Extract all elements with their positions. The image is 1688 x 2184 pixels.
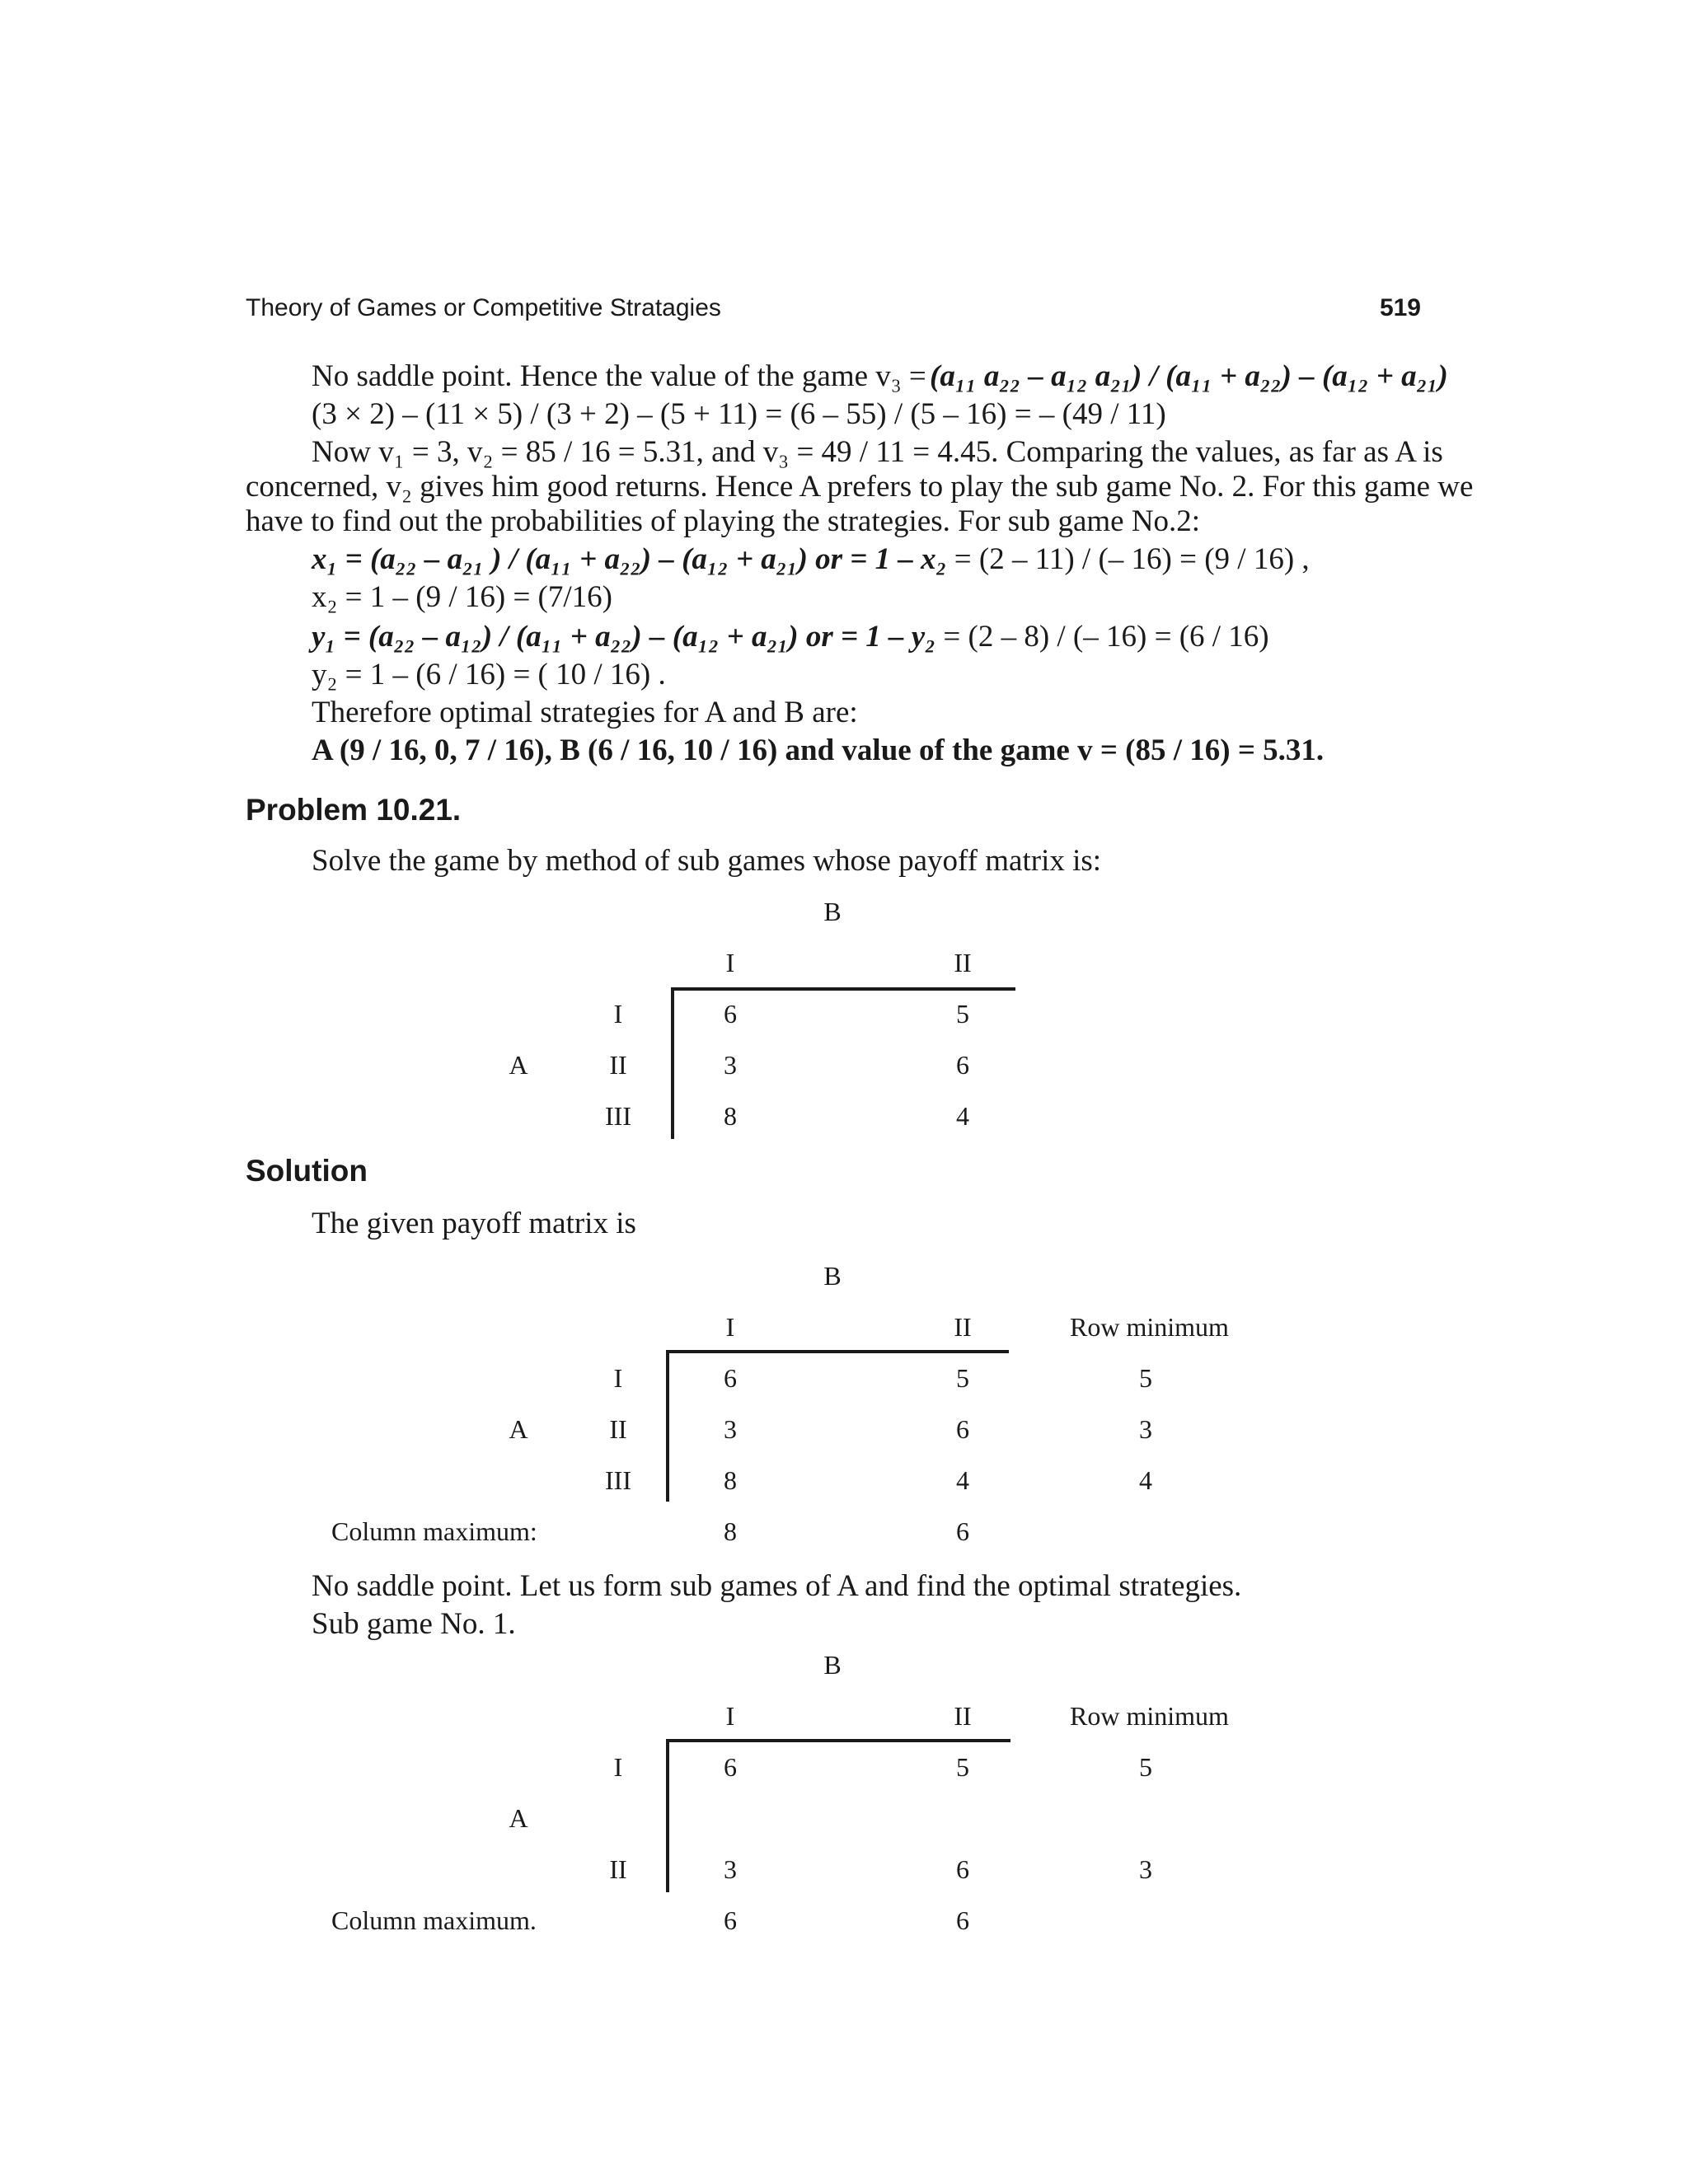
- cell: 8: [724, 1465, 737, 1495]
- col-player-label: B: [823, 1650, 842, 1680]
- solution-title: Solution: [246, 1154, 368, 1188]
- formula-x1-value: = (2 – 11) / (– 16) = (9 / 16) ,: [946, 542, 1310, 576]
- col-header: II: [954, 1312, 972, 1342]
- row-min-value: 5: [1139, 1752, 1152, 1782]
- cell: 3: [724, 1050, 737, 1080]
- line-computation: (3 × 2) – (11 × 5) / (3 + 2) – (5 + 11) = (6 – 55) / (5 – 16) = – (49 / 11): [312, 397, 1166, 431]
- col-header: I: [725, 948, 735, 977]
- row-header: III: [605, 1101, 631, 1131]
- row-header: II: [609, 1050, 627, 1080]
- cell: 6: [724, 1363, 737, 1393]
- sub-game-1-label: Sub game No. 1.: [312, 1607, 516, 1641]
- cell: 4: [956, 1465, 969, 1495]
- formula-x1: x₁ = (a₂₂ – a₂₁ ) / (a₁₁ + a₂₂) – (a₁₂ + a₂₁) or = 1 – x₂: [312, 542, 947, 576]
- cell: 6: [956, 1050, 969, 1080]
- cell: 8: [724, 1101, 737, 1131]
- row-header: I: [613, 1752, 623, 1782]
- cell: 6: [956, 1854, 969, 1884]
- row-header: II: [609, 1854, 627, 1884]
- line-compare-values: Now v₁ = 3, v₂ = 85 / 16 = 5.31, and v₃ = 49 / 11 = 4.45. Comparing the values, as far as A is: [312, 435, 1443, 469]
- line-x2: x₂ = 1 – (9 / 16) = (7/16): [312, 580, 612, 614]
- cell: 6: [956, 1414, 969, 1444]
- cell: 5: [956, 1752, 969, 1782]
- col-max-value: 6: [956, 1516, 969, 1546]
- line-probabilities: have to find out the probabilities of playing the strategies. For sub game No.2:: [246, 504, 1201, 538]
- line-value-v3: No saddle point. Hence the value of the game v₃ =: [312, 359, 926, 393]
- running-title: Theory of Games or Competitive Stratagies: [246, 294, 721, 321]
- cell: 6: [724, 999, 737, 1029]
- col-max-label: Column maximum.: [331, 1905, 537, 1935]
- row-player-label: A: [509, 1803, 528, 1833]
- line-concerned: concerned, v₂ gives him good returns. Hence A prefers to play the sub game No. 2. For this game we: [246, 470, 1474, 504]
- formula-y1-value: = (2 – 8) / (– 16) = (6 / 16): [935, 620, 1269, 654]
- cell: 5: [956, 999, 969, 1029]
- row-player-label: A: [509, 1050, 528, 1080]
- cell: 3: [724, 1414, 737, 1444]
- row-header: I: [613, 999, 623, 1029]
- row-header: I: [613, 1363, 623, 1393]
- formula-y1: y₁ = (a₂₂ – a₁₂) / (a₁₁ + a₂₂) – (a₁₂ + a₂₁) or = 1 – y₂: [312, 620, 936, 654]
- cell: 4: [956, 1101, 969, 1131]
- col-header: II: [954, 948, 972, 977]
- cell: 5: [956, 1363, 969, 1393]
- line-y2: y₂ = 1 – (6 / 16) = ( 10 / 16) .: [312, 658, 666, 691]
- row-player-label: A: [509, 1414, 528, 1444]
- problem-title: Problem 10.21.: [246, 793, 462, 827]
- col-max-value: 8: [724, 1516, 737, 1546]
- solution-intro: The given payoff matrix is: [312, 1207, 636, 1240]
- formula-v3: (a₁₁ a₂₂ – a₁₂ a₂₁) / (a₁₁ + a₂₂) – (a₁₂ + a₂₁): [930, 359, 1448, 393]
- row-min-value: 3: [1139, 1414, 1152, 1444]
- col-max-value: 6: [724, 1905, 737, 1935]
- line-optimal-strategies: A (9 / 16, 0, 7 / 16), B (6 / 16, 10 / 16) and value of the game v = (85 / 16) = 5.31.: [312, 733, 1325, 767]
- row-min-value: 5: [1139, 1363, 1152, 1393]
- row-min-value: 3: [1139, 1854, 1152, 1884]
- cell: 6: [724, 1752, 737, 1782]
- col-player-label: B: [823, 1261, 842, 1291]
- row-min-header: Row minimum: [1070, 1312, 1229, 1342]
- col-max-label: Column maximum:: [331, 1516, 537, 1546]
- problem-statement: Solve the game by method of sub games whose payoff matrix is:: [312, 844, 1102, 878]
- page-number: 519: [1379, 294, 1421, 321]
- col-header: II: [954, 1701, 972, 1731]
- row-min-header: Row minimum: [1070, 1701, 1229, 1731]
- col-player-label: B: [823, 897, 842, 926]
- row-header: II: [609, 1414, 627, 1444]
- col-max-value: 6: [956, 1905, 969, 1935]
- col-header: I: [725, 1701, 735, 1731]
- col-header: I: [725, 1312, 735, 1342]
- no-saddle-point-text: No saddle point. Let us form sub games of A and find the optimal strategies.: [312, 1569, 1242, 1603]
- cell: 3: [724, 1854, 737, 1884]
- row-min-value: 4: [1139, 1465, 1152, 1495]
- row-header: III: [605, 1465, 631, 1495]
- line-therefore: Therefore optimal strategies for A and B are:: [312, 696, 858, 729]
